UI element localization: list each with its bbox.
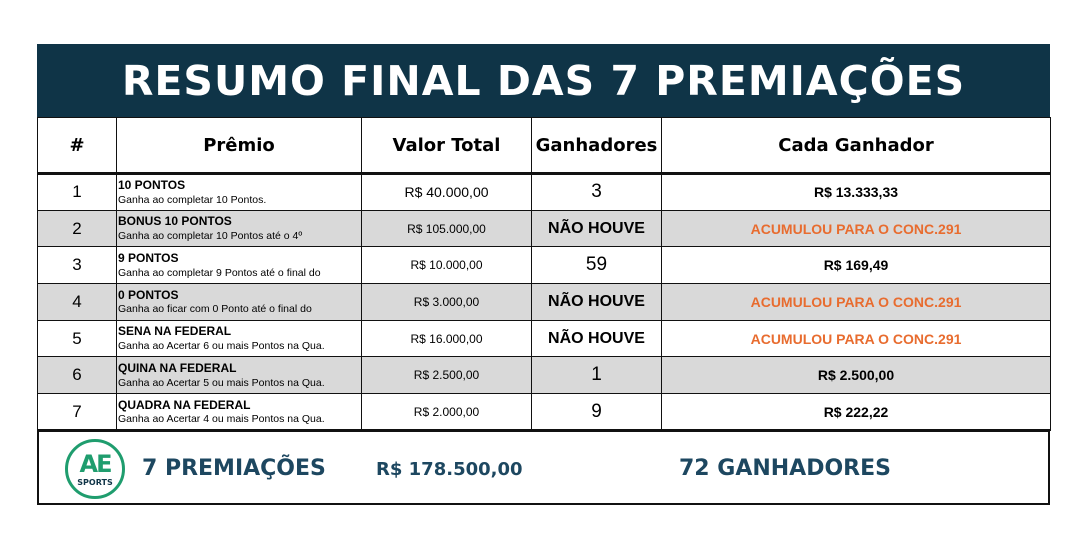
row-num: 5	[38, 320, 117, 357]
valor-total: R$ 40.000,00	[362, 174, 532, 211]
prize-cell	[117, 174, 362, 211]
prize-desc: Ganha ao completar 10 Pontos.	[118, 193, 267, 206]
cada-ganhador: ACUMULOU PARA O CONC.291	[662, 320, 1051, 357]
summary-footer	[37, 429, 1050, 505]
prize-name: QUADRA NA FEDERAL	[118, 397, 251, 412]
table-row	[38, 320, 1051, 357]
prize-cell	[117, 247, 362, 284]
prize-desc: Ganha ao Acertar 6 ou mais Pontos na Qua.	[118, 339, 325, 352]
header-valor: Valor Total	[362, 118, 532, 174]
cada-ganhador: ACUMULOU PARA O CONC.291	[662, 284, 1051, 321]
valor-total: R$ 10.000,00	[362, 247, 532, 284]
row-num: 7	[38, 394, 117, 431]
prize-desc: Ganha ao completar 10 Pontos até o 4º	[118, 229, 303, 242]
logo-subtitle: SPORTS	[77, 477, 113, 487]
prize-name: QUINA NA FEDERAL	[118, 360, 237, 375]
page-title: RESUMO FINAL DAS 7 PREMIAÇÕES	[121, 56, 966, 105]
prize-desc: Ganha ao Acertar 5 ou mais Pontos na Qua.	[118, 376, 325, 389]
ganhadores-count: 59	[532, 247, 662, 284]
cada-ganhador: R$ 169,49	[662, 247, 1051, 284]
prize-cell	[117, 284, 362, 321]
prize-cell	[117, 357, 362, 394]
cada-ganhador: R$ 222,22	[662, 394, 1051, 431]
row-num: 6	[38, 357, 117, 394]
cada-ganhador: R$ 2.500,00	[662, 357, 1051, 394]
row-num: 1	[38, 174, 117, 211]
prize-table	[37, 117, 1051, 431]
prize-desc: Ganha ao completar 9 Pontos até o final do	[118, 266, 321, 279]
title-banner	[37, 44, 1050, 117]
ganhadores-count: 3	[532, 174, 662, 211]
valor-total: R$ 16.000,00	[362, 320, 532, 357]
row-num: 2	[38, 210, 117, 247]
valor-total: R$ 2.000,00	[362, 394, 532, 431]
header-cada: Cada Ganhador	[662, 118, 1051, 174]
cada-ganhador: ACUMULOU PARA O CONC.291	[662, 210, 1051, 247]
table-row	[38, 174, 1051, 211]
prize-name: 10 PONTOS	[118, 178, 186, 193]
ganhadores-count: 9	[532, 394, 662, 431]
row-num: 4	[38, 284, 117, 321]
table-row	[38, 247, 1051, 284]
row-num: 3	[38, 247, 117, 284]
table-row	[38, 357, 1051, 394]
ganhadores-count: 1	[532, 357, 662, 394]
prize-desc: Ganha ao ficar com 0 Ponto até o final do	[118, 303, 312, 316]
total-ganhadores: 72 GANHADORES	[679, 456, 891, 481]
prize-desc: Ganha ao Acertar 4 ou mais Pontos na Qua.	[118, 413, 325, 426]
logo-mark: AE	[79, 449, 111, 478]
header-num: #	[38, 118, 117, 174]
prize-cell	[117, 394, 362, 431]
cada-ganhador: R$ 13.333,33	[662, 174, 1051, 211]
total-valor: R$ 178.500,00	[376, 459, 523, 480]
table-row	[38, 284, 1051, 321]
ae-sports-logo	[65, 439, 125, 499]
table-row	[38, 394, 1051, 431]
header-premio: Prêmio	[117, 118, 362, 174]
table-header-row	[38, 118, 1051, 174]
ganhadores-count: NÃO HOUVE	[532, 210, 662, 247]
prize-name: BONUS 10 PONTOS	[118, 214, 232, 229]
prize-name: 9 PONTOS	[118, 250, 179, 265]
header-ganhadores: Ganhadores	[532, 118, 662, 174]
prize-cell	[117, 320, 362, 357]
total-premiacoes: 7 PREMIAÇÕES	[142, 456, 326, 481]
table-row	[38, 210, 1051, 247]
prize-cell	[117, 210, 362, 247]
prize-name: SENA NA FEDERAL	[118, 324, 232, 339]
ganhadores-count: NÃO HOUVE	[532, 284, 662, 321]
valor-total: R$ 105.000,00	[362, 210, 532, 247]
valor-total: R$ 2.500,00	[362, 357, 532, 394]
valor-total: R$ 3.000,00	[362, 284, 532, 321]
ganhadores-count: NÃO HOUVE	[532, 320, 662, 357]
prize-name: 0 PONTOS	[118, 287, 179, 302]
